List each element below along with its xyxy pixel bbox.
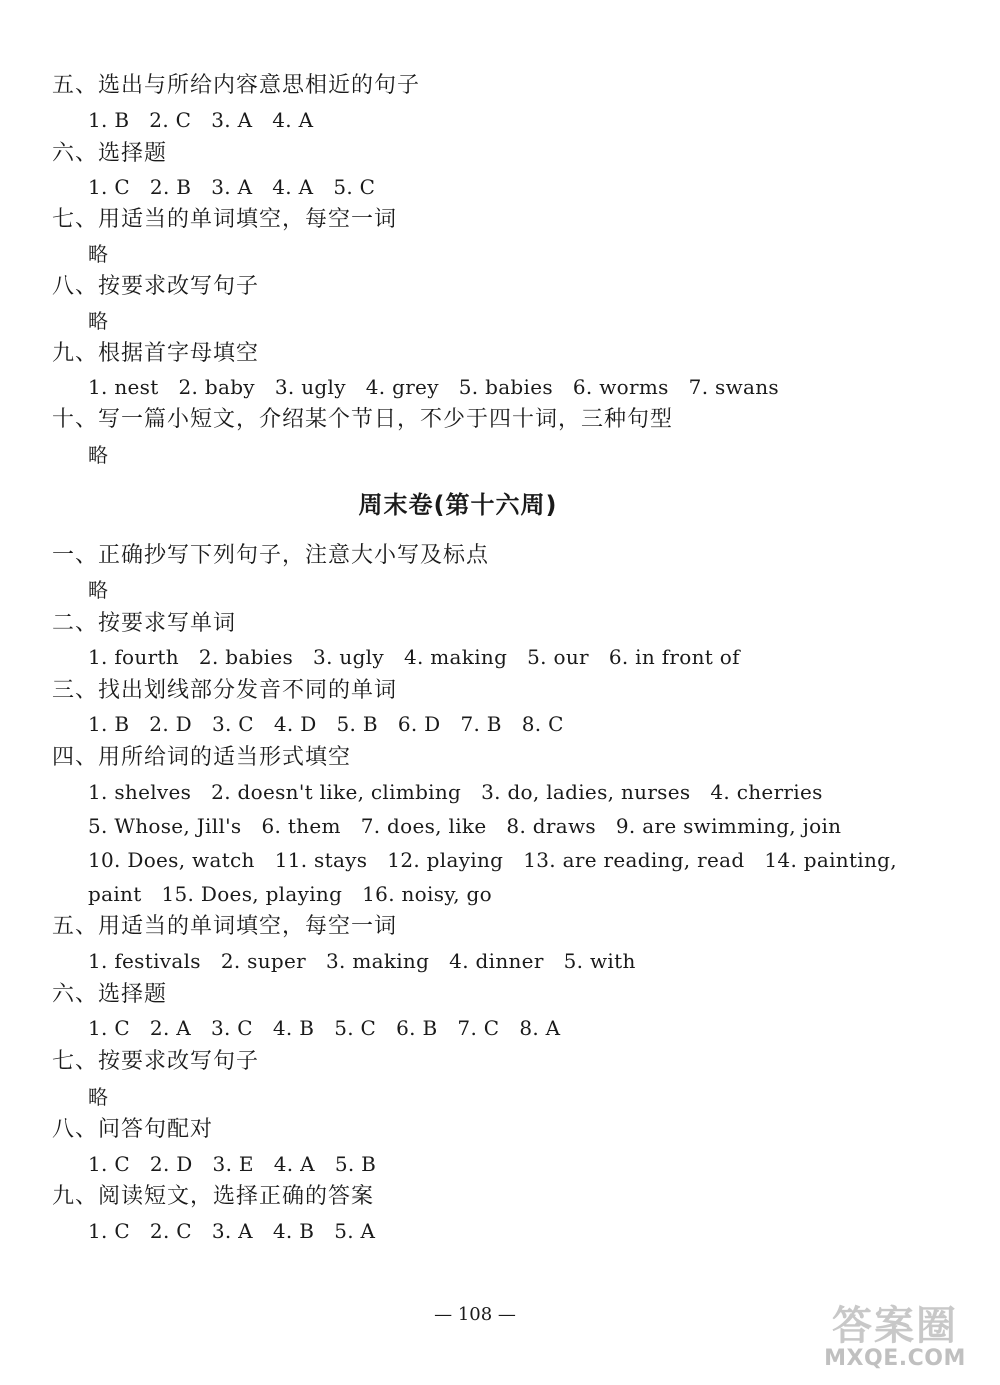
week16-heading-6: 六、选择题 (52, 982, 168, 1007)
week16-answer-1: 略 (88, 578, 109, 602)
section-heading-7: 七、用适当的单词填空，每空一词 (52, 207, 398, 232)
page-number: — 108 — (434, 1304, 516, 1325)
week16-heading-1: 一、正确抄写下列句子，注意大小写及标点 (52, 543, 490, 568)
week16-answer-9: 1. C 2. C 3. A 4. B 5. A (88, 1219, 376, 1243)
week16-heading-3: 三、找出划线部分发音不同的单词 (52, 678, 398, 703)
week16-answer-2: 1. fourth 2. babies 3. ugly 4. making 5. our 6. in front of (88, 645, 740, 669)
watermark-brand: 答案圈 (832, 1303, 958, 1349)
section-answer-10: 略 (88, 443, 109, 467)
week16-heading-5: 五、用适当的单词填空，每空一词 (52, 914, 398, 939)
week16-answer-7: 略 (88, 1085, 109, 1109)
week16-answer-6: 1. C 2. A 3. C 4. B 5. C 6. B 7. C 8. A (88, 1016, 561, 1040)
section-answer-5: 1. B 2. C 3. A 4. A (88, 108, 314, 132)
week16-answer-5: 1. festivals 2. super 3. making 4. dinner 5. with (88, 949, 636, 973)
watermark-url: MXQE.COM (824, 1346, 966, 1371)
week16-answer-3: 1. B 2. D 3. C 4. D 5. B 6. D 7. B 8. C (88, 712, 564, 736)
section-heading-6: 六、选择题 (52, 141, 168, 166)
section-heading-9: 九、根据首字母填空 (52, 341, 260, 366)
week16-answer-4-line-2: 5. Whose, Jill's 6. them 7. does, like 8. draws 9. are swimming, join (88, 814, 842, 838)
week16-answer-8: 1. C 2. D 3. E 4. A 5. B (88, 1152, 377, 1176)
week16-answer-4-line-3: 10. Does, watch 11. stays 12. playing 13. are reading, read 14. painting, (88, 848, 897, 872)
week16-answer-4-line-4: paint 15. Does, playing 16. noisy, go (88, 882, 492, 906)
week16-heading-7: 七、按要求改写句子 (52, 1049, 260, 1074)
section-answer-9: 1. nest 2. baby 3. ugly 4. grey 5. babies 6. worms 7. swans (88, 375, 779, 399)
section-heading-5: 五、选出与所给内容意思相近的句子 (52, 73, 421, 98)
section-title: 周末卷(第十六周) (358, 491, 558, 519)
week16-heading-9: 九、阅读短文，选择正确的答案 (52, 1184, 375, 1209)
watermark-logo (800, 1290, 990, 1380)
section-heading-10: 十、写一篇小短文，介绍某个节日，不少于四十词，三种句型 (52, 407, 674, 432)
section-answer-6: 1. C 2. B 3. A 4. A 5. C (88, 175, 376, 199)
section-answer-8: 略 (88, 309, 109, 333)
week16-answer-4-line-1: 1. shelves 2. doesn't like, climbing 3. do, ladies, nurses 4. cherries (88, 780, 823, 804)
week16-heading-4: 四、用所给词的适当形式填空 (52, 745, 352, 770)
section-heading-8: 八、按要求改写句子 (52, 274, 260, 299)
week16-heading-8: 八、问答句配对 (52, 1117, 214, 1142)
section-answer-7: 略 (88, 242, 109, 266)
week16-heading-2: 二、按要求写单词 (52, 611, 237, 636)
